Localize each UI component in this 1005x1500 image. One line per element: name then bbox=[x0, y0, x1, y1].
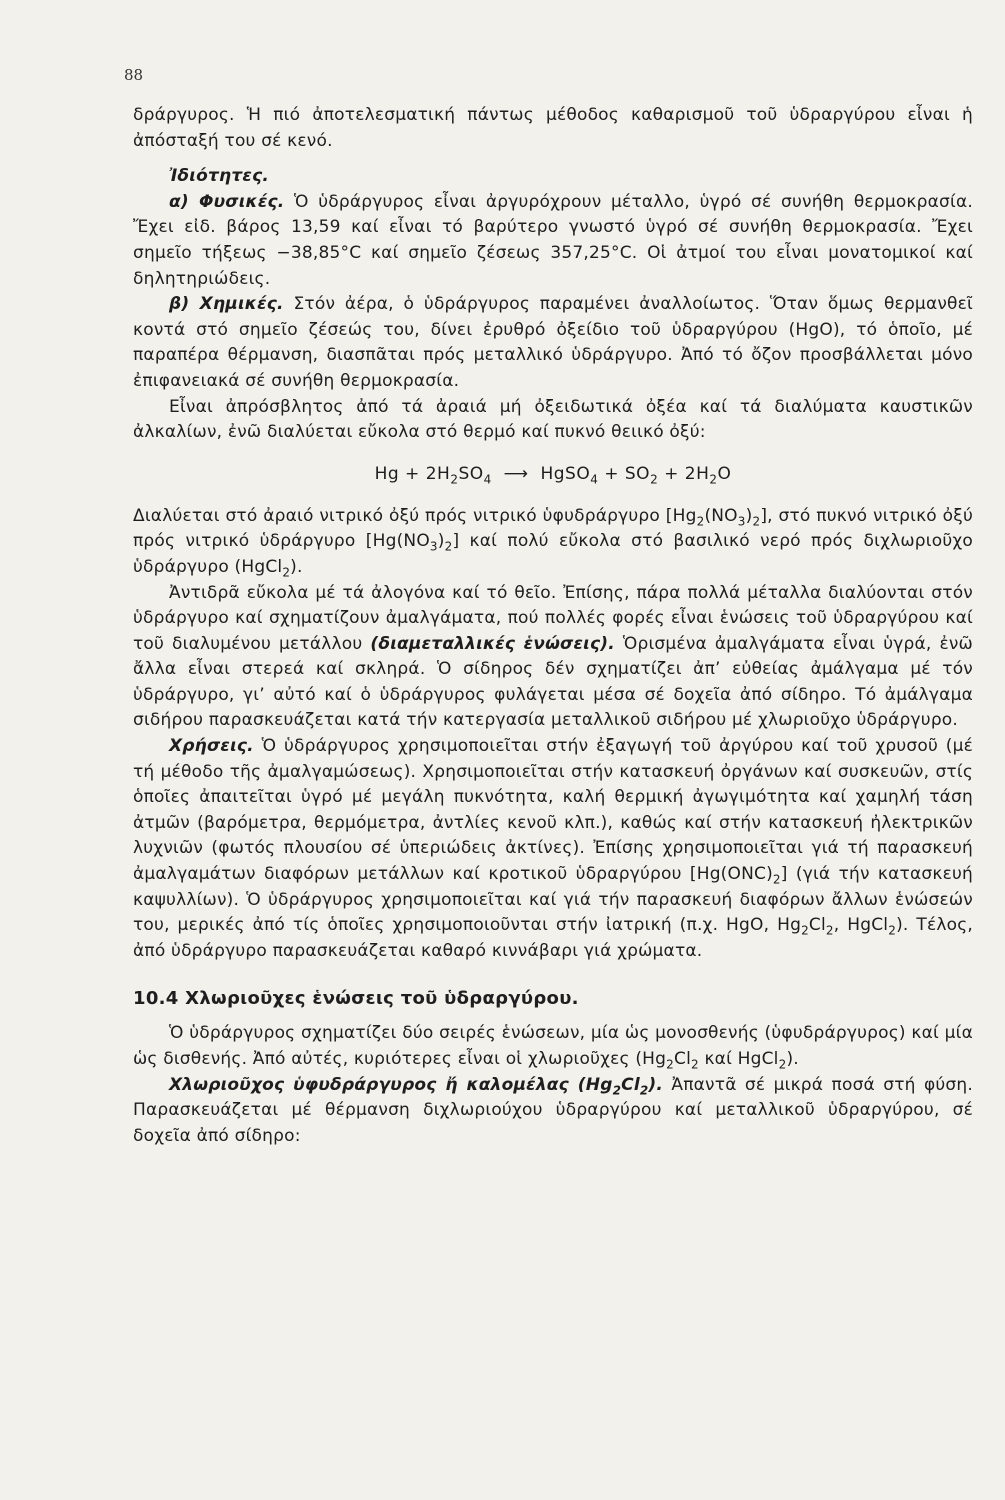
eq-part: Hg + 2H bbox=[374, 463, 451, 484]
sub: 3 bbox=[737, 514, 746, 529]
intermetallic-term: (διαμεταλλικές ἑνώσεις). bbox=[370, 633, 615, 654]
paragraph-chlorides bbox=[133, 1021, 973, 1072]
halogens-text: Ἀντιδρᾶ εὔκολα μέ τά ἀλογόνα καί τό θεῖο. Ἐπίσης, πάρα πολλά μέταλλα διαλύονται στόν ὑδράργυρο καί σχηματίζουν ἀμαλγάματα, πού πολλές φορές εἶναι ἑνώσεις τοῦ ὑδραργύρου καί τοῦ διαλυμένου μετάλλου bbox=[133, 582, 973, 654]
calomel-label-part: Χλωριοῦχος ὑφυδράργυρος ἤ καλομέλας (Hg bbox=[169, 1074, 613, 1095]
eq-part: SO bbox=[458, 463, 484, 484]
chlorides-text: ). bbox=[786, 1049, 799, 1069]
chlorides-text: Cl bbox=[674, 1049, 691, 1069]
eq-sub: 2 bbox=[709, 472, 718, 487]
properties-heading-label: Ἰδιότητες. bbox=[169, 166, 269, 187]
eq-part: + 2H bbox=[658, 463, 710, 484]
section-title: 10.4 Χλωριοῦχες ἑνώσεις τοῦ ὑδραργύρου. bbox=[133, 988, 579, 1010]
paragraph-physical bbox=[133, 190, 973, 292]
eq-sub: 4 bbox=[483, 472, 492, 487]
chlorides-text: καί HgCl bbox=[698, 1049, 779, 1069]
sub: 2 bbox=[282, 565, 291, 580]
sub: 2 bbox=[639, 1082, 649, 1097]
sub: 3 bbox=[429, 539, 438, 554]
uses-text: Cl bbox=[808, 915, 826, 936]
sub: 2 bbox=[888, 923, 897, 938]
paragraph-nitric bbox=[133, 504, 973, 581]
nitric-text: ) bbox=[437, 531, 445, 552]
nitric-text: Διαλύεται στό ἀραιό νιτρικό ὀξύ πρός νιτρικό ὑφυδράργυρο [Hg bbox=[133, 505, 697, 526]
paragraph-chemical bbox=[133, 292, 973, 394]
eq-part: HgSO bbox=[540, 463, 591, 484]
body-text bbox=[133, 103, 973, 1149]
nitric-text: ], στό πυκνό νιτρικό ὀξύ πρός νιτρικό ὑδράργυρο [Hg(NO bbox=[133, 505, 973, 552]
paragraph-uses bbox=[133, 734, 973, 964]
page-number: 88 bbox=[124, 66, 144, 84]
eq-sub: 2 bbox=[450, 472, 459, 487]
reaction-arrow: ⟶ bbox=[503, 463, 529, 484]
paragraph-halogens bbox=[133, 581, 973, 735]
eq-part: + SO bbox=[598, 463, 651, 484]
paragraph-intro: δράργυρος. Ἡ πιό ἀποτελεσματική πάντως μέθοδος καθαρισμοῦ τοῦ ὑδραργύρου εἶναι ἡ ἀπόσταξή του σέ κενό. bbox=[133, 105, 973, 151]
sub: 2 bbox=[696, 514, 705, 529]
eq-sub: 2 bbox=[650, 472, 659, 487]
sub: 2 bbox=[752, 514, 761, 529]
sub: 2 bbox=[772, 872, 781, 887]
sub: 2 bbox=[801, 923, 809, 938]
chemical-label: β) Χημικές. bbox=[169, 294, 284, 315]
uses-text: ). Τέλος, ἀπό ὑδράργυρο παρασκευάζεται καθαρό κιννάβαρι γιά χρώματα. bbox=[133, 915, 973, 961]
sub: 2 bbox=[778, 1057, 787, 1072]
properties-heading bbox=[133, 164, 973, 190]
eq-part: O bbox=[717, 463, 732, 484]
sub: 2 bbox=[444, 539, 453, 554]
physical-text: Ὁ ὑδράργυρος εἶναι ἀργυρόχρουν μέταλλο, ὑγρό σέ συνήθη θερμοκρασία. Ἔχει εἰδ. βάρος 13,59 καί εἶναι τό βαρύτερο γνωστό ὑγρό σέ συνήθη θερμοκρασία. Ἔχει σημεῖο τήξεως −38,85°C καί σημεῖο ζέσεως 357,25°C. Οἱ ἀτμοί του εἶναι μονατομικοί καί δηλητηριώδεις. bbox=[133, 191, 973, 289]
physical-label: α) Φυσικές. bbox=[169, 191, 285, 212]
calomel-label-part: Cl bbox=[621, 1074, 640, 1095]
calomel-label-part: ). bbox=[648, 1074, 664, 1095]
nitric-text: (NO bbox=[704, 505, 738, 526]
amalgams-text: Ὁρισμένα ἀμαλγάματα εἶναι ὑγρά, ἐνῶ ἄλλα εἶναι στερεά καί σκληρά. Ὁ σίδηρος δέν σχηματίζει ἀπ’ εὐθείας ἀμάλγαμα μέ τόν ὑδράργυρο, γι’ αὐτό καί ὁ ὑδράργυρος φυλάγεται μέσα σέ δοχεῖα ἀπό σίδηρο. Τό ἀμάλγαμα σιδήρου παρασκευάζεται κατά τήν κατεργασία μεταλλικοῦ σιδήρου μέ χλωριοῦχο ὑδράργυρο. bbox=[133, 633, 973, 731]
uses-label: Χρήσεις. bbox=[169, 736, 254, 757]
eq-sub: 4 bbox=[590, 472, 599, 487]
chemical-text: Στόν ἀέρα, ὁ ὑδράργυρος παραμένει ἀναλλοίωτος. Ὅταν ὅμως θερμανθεῖ κοντά στό σημεῖο ζέσεώς του, δίνει ἐρυθρό ὀξείδιο τοῦ ὑδραργύρου (HgO), τό ὁποῖο, μέ παραπέρα θέρμανση, διασπᾶται πρός μεταλλικό ὑδράργυρο. Ἀπό τό ὄζον προσβάλλεται μόνο ἐπιφανειακά σέ συνήθη θερμοκρασία. bbox=[133, 294, 973, 391]
sub: 2 bbox=[612, 1082, 622, 1097]
uses-text: , HgCl bbox=[833, 915, 889, 936]
nitric-text: ] καί πολύ εὔκολα στό βασιλικό νερό πρός διχλωριοῦχο ὑδράργυρο (HgCl bbox=[133, 531, 973, 577]
nitric-text: ). bbox=[290, 556, 303, 577]
uses-text: ] (γιά τήν κατασκευή καψυλλίων). Ὁ ὑδράργυρος χρησιμοποιεῖται καί γιά τήν παρασκευή διαφόρων ἄλλων ἑνώσεών του, μερικές ἀπό τίς ὁποῖες χρησιμοποιοῦνται στήν ἰατρική (π.χ. HgO, Hg bbox=[133, 864, 973, 936]
nitric-text: ) bbox=[745, 505, 753, 526]
paragraph-calomel bbox=[133, 1073, 973, 1150]
calomel-text: Ἀπαντᾶ σέ μικρά ποσά στή φύση. Παρασκευάζεται μέ θέρμανση διχλωριούχου ὑδραργύρου καί μεταλλικοῦ ὑδραργύρου, σέ δοχεῖα ἀπό σίδηρο: bbox=[133, 1074, 973, 1146]
uses-text: Ὁ ὑδράργυρος χρησιμοποιεῖται στήν ἐξαγωγή τοῦ ἀργύρου καί τοῦ χρυσοῦ (μέ τή μέθοδο τῆς ἀμαλγαμώσεως). Χρησιμοποιεῖται στήν κατασκευή ὀργάνων καί συσκευῶν, στίς ὁποῖες ἀπαιτεῖται ὑγρό μέ μεγάλη πυκνότητα, καλή θερμική ἀγωγιμότητα καί χαμηλή τάση ἀτμῶν (βαρόμετρα, θερμόμετρα, ἀντλίες κενοῦ κλπ.), καθώς καί στήν κατασκευή ἠλεκτρικῶν λυχνιῶν (φωτός πλουσίου σέ ὑπεριώδεις ἀκτίνες). Ἐπίσης χρησιμοποιεῖται γιά τή παρασκευή ἀμαλγαμάτων διαφόρων μετάλλων καί κροτικοῦ ὑδραργύρου [Hg(ONC) bbox=[133, 736, 973, 885]
paragraph-acids: Εἶναι ἀπρόσβλητος ἀπό τά ἀραιά μή ὀξειδωτικά ὀξέα καί τά διαλύματα καυστικῶν ἀλκαλίων, ἐνῶ διαλύεται εὔκολα στό θερμό καί πυκνό θειικό ὀξύ: bbox=[133, 396, 973, 443]
sub: 2 bbox=[691, 1057, 699, 1072]
sub: 2 bbox=[666, 1057, 674, 1072]
equation-sulfuric bbox=[133, 463, 973, 487]
calomel-label bbox=[169, 1075, 663, 1095]
chlorides-text: Ὁ ὑδράργυρος σχηματίζει δύο σειρές ἑνώσεων, μία ὡς μονοσθενής (ὑφυδράργυρος) καί μία ὡς δισθενής. Ἀπό αὐτές, κυριότερες εἶναι οἱ χλωριοῦχες (Hg bbox=[133, 1023, 973, 1069]
sub: 2 bbox=[825, 923, 834, 938]
